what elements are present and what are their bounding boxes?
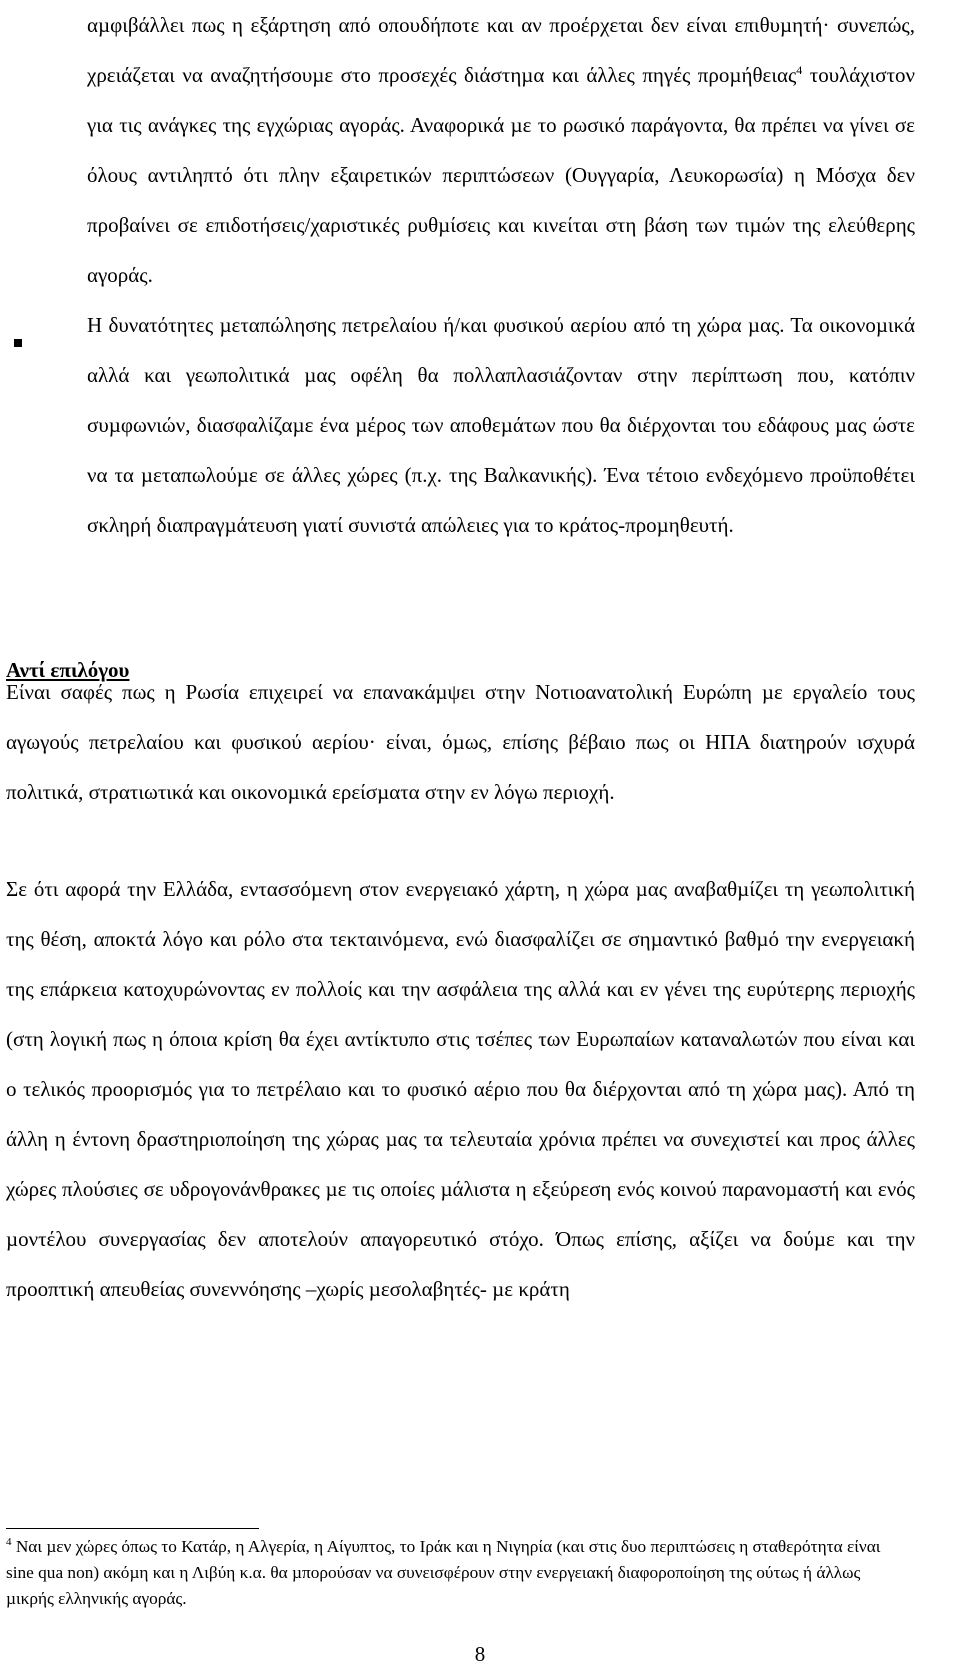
bullet-paragraph-resale: Η δυνατότητες µεταπώλησης πετρελαίου ή/και φυσικού αερίου από τη χώρα µας. Τα οικονοµικά αλλά και γεωπολιτικά µας οφέλη θα πολλαπλασιάζονταν στην περίπτωση που, κατόπιν συµφωνιών, διασφαλίζαµε ένα µέρος των αποθεµάτων που θα διέρχονται του εδάφους µας ώστε να τα µεταπωλούµε σε άλλες χώρες (π.χ. της Βαλκανικής). Ένα τέτοιο ενδεχόµενο προϋποθέτει σκληρή διαπραγµάτευση γιατί συνιστά απώλειες για το κράτος-προµηθευτή.	[87, 313, 915, 537]
conclusion-paragraph-2: Σε ότι αφορά την Ελλάδα, εντασσόµενη στον ενεργειακό χάρτη, η χώρα µας αναβαθµίζει τη γεωπολιτική της θέση, αποκτά λόγο και ρόλο στα τεκταινόµενα, ενώ διασφαλίζει σε σηµαντικό βαθµό την ενεργειακή της επάρκεια κατοχυρώνοντας εν πολλοίς και την ασφάλεια της αλλά και εν γένει της ευρύτερης περιοχής (στη λογική πως η όποια κρίση θα έχει αντίκτυπο στις τσέπες των Ευρωπαίων καταναλωτών που είναι και ο τελικός προορισµός για το πετρέλαιο και το φυσικό αέριο που θα διέρχονται από τη χώρα µας). Από τη άλλη η έντονη δραστηριοποίηση της χώρας µας τα τελευταία χρόνια πρέπει να συνεχιστεί και προς άλλες χώρες πλούσιες σε υδρογονάνθρακες µε τις οποίες µάλιστα η εξεύρεση ενός κοινού παρανοµαστή και ενός µοντέλου συνεργασίας δεν αποτελούν απαγορευτικό στόχο. Όπως επίσης, αξίζει να δούµε και την προοπτική απευθείας συνεννόησης –χωρίς µεσολαβητές- µε κράτη	[6, 877, 915, 1301]
footnote	[6, 1534, 906, 1612]
square-bullet-icon	[14, 339, 22, 347]
conclusion-paragraph-1: Είναι σαφές πως η Ρωσία επιχειρεί να επανακάµψει στην Νοτιοανατολική Ευρώπη µε εργαλείο τους αγωγούς πετρελαίου και φυσικού αερίου· είναι, όµως, επίσης βέβαιο πως οι ΗΠΑ διατηρούν ισχυρά πολιτικά, στρατιωτικά και οικονοµικά ερείσµατα στην εν λόγω περιοχή.	[6, 680, 915, 804]
footnote-text: Ναι µεν χώρες όπως το Κατάρ, η Αλγερία, η Αίγυπτος, το Ιράκ και η Νιγηρία (και στις δυο περιπτώσεις η σταθερότητα είναι sine qua non) ακόµη και η Λιβύη κ.α. θα µπορούσαν να συνεισφέρουν στην ενεργειακή διαφοροποίηση της ούτως ή άλλως µικρής ελληνικής αγοράς.	[6, 1537, 881, 1608]
footnote-number: 4	[6, 1536, 12, 1549]
footnote-separator	[6, 1528, 259, 1529]
page-number: 8	[474, 1642, 486, 1666]
paragraph-energy-sources	[87, 0, 915, 300]
paragraph-energy-sources-text-b: τουλάχιστον για τις ανάγκες της εγχώριας αγοράς. Αναφορικά µε το ρωσικό παράγοντα, θα πρέπει να γίνει σε όλους αντιληπτό ότι πλην εξαιρετικών περιπτώσεων (Ουγγαρία, Λευκορωσία) η Μόσχα δεν προβαίνει σε επιδοτήσεις/χαριστικές ρυθµίσεις και κινείται στη βάση των τιµών της ελεύθερης αγοράς.	[87, 63, 916, 287]
paragraph-energy-sources-text-a: αµφιβάλλει πως η εξάρτηση από οπουδήποτε και αν προέρχεται δεν είναι επιθυµητή· συνεπώς, χρειάζεται να αναζητήσουµε στο προσεχές διάστηµα και άλλες πηγές προµήθειας	[87, 13, 915, 87]
section-heading: Αντί επιλόγου	[6, 658, 130, 682]
footnote-reference: 4	[796, 63, 803, 77]
